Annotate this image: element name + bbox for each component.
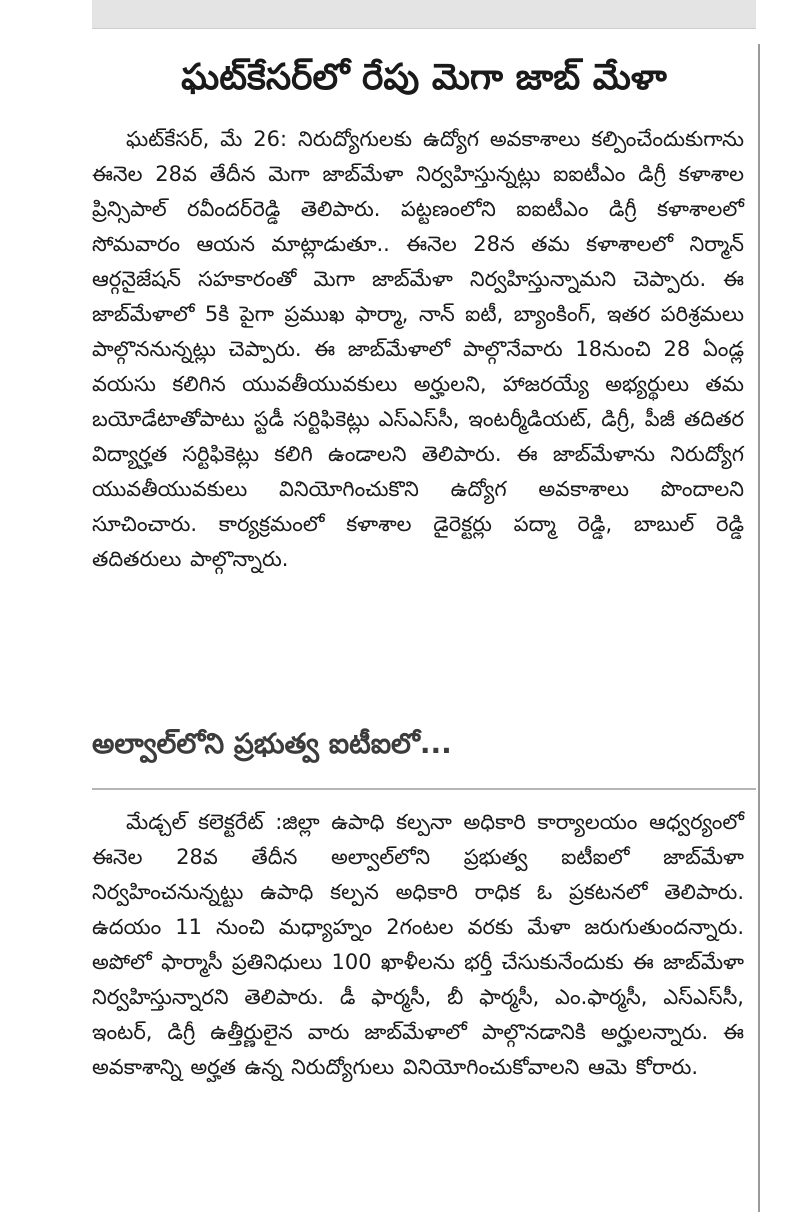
story-body-alwal: మేడ్చల్‌ కలెక్టరేట్‌ :జిల్లా ఉపాధి కల్పనా అధికారి కార్యాలయం ఆధ్వర్యంలో ఈనెల 28వ తేదీన అల్వాల్‌లోని ప్రభుత్వ ఐటీఐలో జాబ్‌మేళా నిర్వహించనున్నట్టు ఉపాధి కల్పన అధికారి రాధిక ఓ ప్రకటనలో తెలిపారు. ఉదయం 11 నుంచి మధ్యాహ్నం 2గంటల వరకు మేళా జరుగుతుందన్నారు. అపోలో ఫార్మాసీ ప్రతినిధులు 100 ఖాళీలను భర్తీ చేసుకునేందుకు ఈ జాబ్‌మేళా నిర్వహిస్తున్నారని తెలిపారు. డీ ఫార్మసీ, బీ ఫార్మసీ, ఎం.ఫార్మసీ, ఎస్‌ఎస్‌సీ, ఇంటర్‌, డిగ్రీ ఉత్తీర్ణులైన వారు జాబ్‌మేళాలో పాల్గొనడానికి అర్హులన్నారు. ఈ అవకాశాన్ని అర్హత ఉన్న నిరుద్యోగులు వినియోగించుకోవాలని ఆమె కోరారు. xyxy=(92,810,744,1079)
column-rule xyxy=(758,44,760,1212)
story-body-ghatkesar: ఘట్‌కేసర్‌, మే 26: నిరుద్యోగులకు ఉద్యోగ అవకాశాలు కల్పించేందుకుగాను ఈనెల 28వ తేదీన మెగా జాబ్‌మేళా నిర్వహిస్తున్నట్లు ఐఐటీఎం డిగ్రీ కళాశాల ప్రిన్సిపాల్‌ రవీందర్‌రెడ్డి తెలిపారు. పట్టణంలోని ఐఐటీఎం డిగ్రీ కళాశాలలో సోమవారం ఆయన మాట్లాడుతూ.. ఈనెల 28న తమ కళాశాలలో నిర్మాన్‌ ఆర్గనైజేషన్‌ సహకారంతో మెగా జాబ్‌మేళా నిర్వహిస్తున్నామని చెప్పారు. ఈ జాబ్‌మేళాలో 5కి పైగా ప్రముఖ ఫార్మా, నాన్‌ ఐటీ, బ్యాంకింగ్‌, ఇతర పరిశ్రమలు పాల్గొననున్నట్లు చెప్పారు. ఈ జాబ్‌మేళాలో పాల్గొనేవారు 18నుంచి 28 ఏండ్ల వయసు కలిగిన యువతీయువకులు అర్హులని, హాజరయ్యే అభ్యర్థులు తమ బయోడేటాతోపాటు స్టడీ సర్టిఫికెట్లు ఎస్‌ఎస్‌సీ, ఇంటర్మీడియట్‌, డిగ్రీ, పీజీ తదితర విద్యార్హత సర్టిఫికెట్లు కలిగి ఉండాలని తెలిపారు. ఈ జాబ్‌మేళాను నిరుద్యోగ యువతీయువకులు వినియోగించుకొని ఉద్యోగ అవకాశాలు పొందాలని సూచించారు. కార్యక్రమంలో కళాశాల డైరెక్టర్లు పద్మా రెడ్డి, బాబుల్‌ రెడ్డి తదితరులు పాల్గొన్నారు. xyxy=(92,127,744,571)
subhead-divider xyxy=(92,788,756,790)
headline: ఘట్‌కేసర్‌లో రేపు మెగా జాబ్‌ మేళా xyxy=(181,57,667,98)
previous-article-strip xyxy=(92,0,756,29)
subheadline-alwal: అల్వాల్‌లోని ప్రభుత్వ ఐటీఐలో... xyxy=(92,727,452,760)
